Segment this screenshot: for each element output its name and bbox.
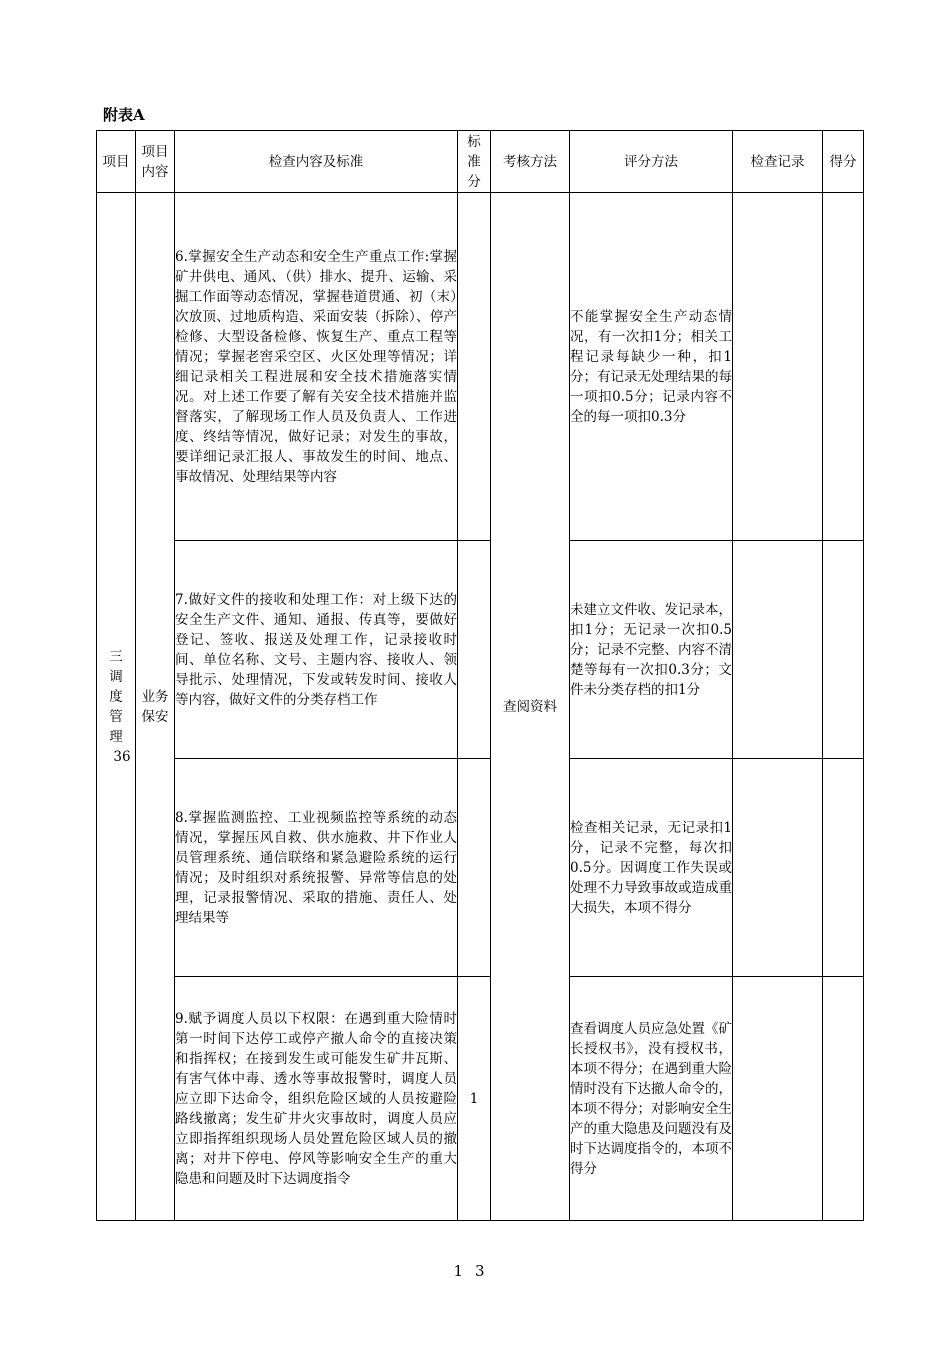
table-row (97, 977, 864, 1221)
row-record (733, 977, 823, 1221)
row-standard (458, 541, 491, 759)
table-row (97, 759, 864, 977)
row-score (823, 759, 864, 977)
header-record: 检查记录 (733, 131, 823, 193)
appendix-label: 附表A (103, 106, 145, 124)
header-content: 检查内容及标准 (175, 131, 458, 193)
row-content: 6.掌握安全生产动态和安全生产重点工作:掌握矿井供电、通风、（供）排水、提升、运输、采掘工作面等动态情况，掌握巷道贯通、初（末）次放顶、过地质构造、采面安装（拆除）、停产检修、大型设备检修、恢复生产、重点工程等情况；掌握老窖采空区、火区处理等情况；详细记录相关工程进展和安全技术措施落实情况。对上述工作要了解有关安全技术措施并监督落实，了解现场工作人员及负责人、工作进度、终结等情况，做好记录；对发生的事故，要详细记录汇报人、事故发生的时间、地点、事故情况、处理结果等内容 (175, 193, 458, 541)
page-number: 13 (453, 1262, 497, 1280)
row-scoring: 未建立文件收、发记录本，扣1分；无记录一次扣0.5分；记录不完整、内容不清楚等每有一次扣0.3分；文件未分类存档的扣1分 (570, 541, 733, 759)
row-record (733, 541, 823, 759)
row-score (823, 541, 864, 759)
row-score (823, 193, 864, 541)
header-project: 项目 (97, 131, 136, 193)
project-cell (97, 193, 136, 1221)
project-points: 36 (113, 748, 131, 765)
row-scoring: 检查相关记录，无记录扣1分，记录不完整，每次扣0.5分。因调度工作失误或处理不力导致事故或造成重大损失，本项不得分 (570, 759, 733, 977)
document-title (340, 98, 610, 120)
row-content: 8.掌握监测监控、工业视频监控等系统的动态情况，掌握压风自救、供水施救、井下作业人员管理系统、通信联络和紧急避险系统的运行情况；及时组织对系统报警、异常等信息的处理，记录报警情况、采取的措施、责任人、处理结果等 (175, 759, 458, 977)
row-score (823, 977, 864, 1221)
row-scoring: 查看调度人员应急处置《矿长授权书》，没有授权书，本项不得分；在遇到重大险情时没有下达撤人命令的，本项不得分；对影响安全生产的重大隐患及问题没有及时下达调度指令的，本项不得分 (570, 977, 733, 1221)
sub-item-cell (136, 193, 175, 1221)
header-scoring: 评分方法 (570, 131, 733, 193)
header-score: 得分 (823, 131, 864, 193)
sub-item-name: 业务保安 (141, 688, 169, 725)
row-scoring: 不能掌握安全生产动态情况，有一次扣1分；相关工程记录每缺少一种，扣1分；有记录无处理结果的每一项扣0.5分；记录内容不全的每一项扣0.3分 (570, 193, 733, 541)
inspection-table (96, 130, 864, 1221)
row-record (733, 759, 823, 977)
row-record (733, 193, 823, 541)
project-name: 三调度管理 (109, 648, 123, 745)
row-standard (458, 193, 491, 541)
header-sub-item: 项目内容 (136, 131, 175, 193)
row-content: 7.做好文件的接收和处理工作：对上级下达的安全生产文件、通知、通报、传真等，要做好登记、签收、报送及处理工作，记录接收时间、单位名称、文号、主题内容、接收人、领导批示、处理情况，下发或转发时间、接收人等内容，做好文件的分类存档工作 (175, 541, 458, 759)
row-content: 9.赋予调度人员以下权限：在遇到重大险情时第一时间下达停工或停产撤人命令的直接决策和指挥权；在接到发生或可能发生矿井瓦斯、有害气体中毒、透水等事故报警时，调度人员应立即下达命令，组织危险区域的人员按避险路线撤离；发生矿井火灾事故时，调度人员应立即指挥组织现场人员处置危险区域人员的撤离；对井下停电、停风等影响安全生产的重大隐患和问题及时下达调度指令 (175, 977, 458, 1221)
header-row (97, 131, 864, 193)
header-standard: 标准分 (458, 131, 491, 193)
table-row (97, 193, 864, 541)
row-standard: 1 (458, 977, 491, 1221)
check-method-cell: 查阅资料 (491, 193, 570, 1221)
header-method: 考核方法 (491, 131, 570, 193)
row-standard (458, 759, 491, 977)
table-row (97, 541, 864, 759)
